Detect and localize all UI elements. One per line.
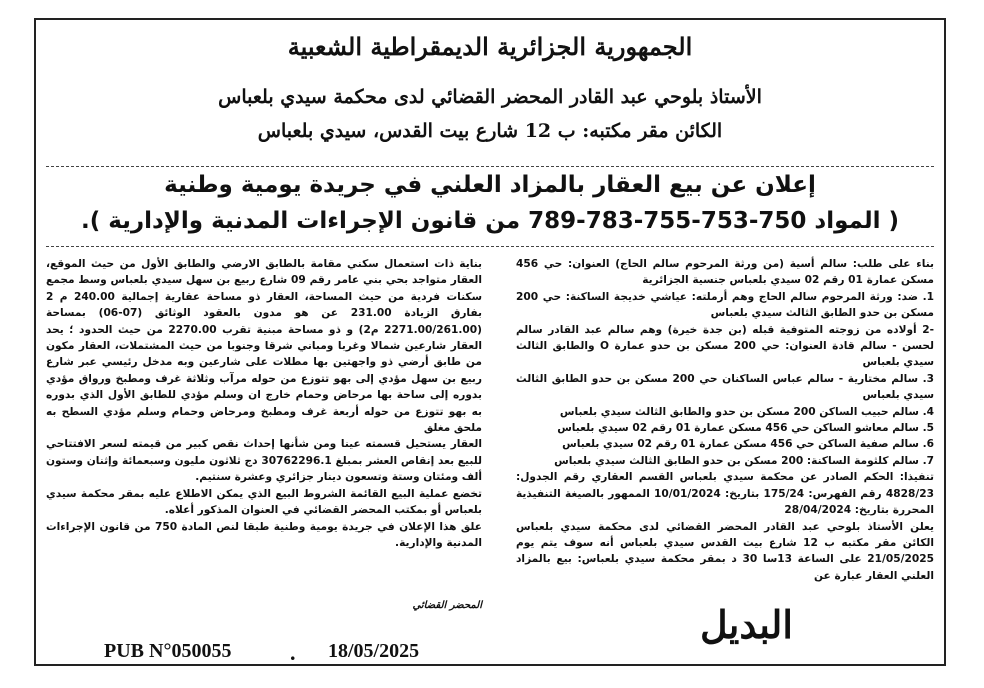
signature: المحضر القضائي bbox=[412, 600, 482, 611]
announcement-title: إعلان عن بيع العقار بالمزاد العلني في جريدة يومية وطنية bbox=[164, 172, 816, 198]
paragraph: 6. سالم صفية الساكن حي 456 مسكن عمارة 01 رقم 02 سيدي بلعباس bbox=[562, 438, 934, 451]
right-column bbox=[516, 256, 934, 584]
paragraph: -2 أولاده من زوجته المتوفية قبله (بن جدة خيرة) وهم سالم عبد القادر سالم لحسن - سالم قادة العنوان: حي 200 مسكن بن حدو عمارة O والطابق الثالث سيدي بلعباس bbox=[516, 323, 934, 369]
paragraph: تنفيذا: الحكم الصادر عن محكمة سيدي بلعباس القسم العقاري رقم الجدول: 4828/23 رقم الفهرس: 175/24 بتاريخ: 10/01/2024 الممهور بالصيغة التنفيذية المحررة بتاريخ: 28/04/2024 bbox=[516, 471, 934, 517]
republic-heading: الجمهورية الجزائرية الديمقراطية الشعبية bbox=[287, 32, 693, 61]
paragraph: بناية ذات استعمال سكني مقامة بالطابق الارضي والطابق الأول من حيث الموقع، العقار متواجد بحي بني عامر رقم 09 شارع ربيع بن سهل سيدي بلعباس وسط مجمع سكنات فردية من حيث المساحة، العقار ذو مساحة عقارية إجمالية 240.00 م 2 بفارق الزيادة 231.00 عن هو مدون بالعقود الوثائق (07-06) بمساحة (2271.00/261.00 م2) و ذو مساحة مبنية تقرب 2270.00 من حيث الحدود ؛ يحد العقار شارعين شمالا وغربا ومباني شرقا وجنوبا من حيث المشتملات، العقار مكون من طابق أرضي ذو واجهتين بها مطلات على شارعين وبه مدخل رئيسي عبر شارع ربيع بن سهل مؤدي إلى بهو تتوزع من حوله مرآب وثلاثة غرف ومطبخ ورواق مؤدي بدوره إلى ساحة بها مرحاض وحمام خارج ان وسلم مؤدي للطابق الأول الذي بدوره به بهو تتوزع من حوله أربعة غرف ومطبخ ومرحاض وحمام وسلم مؤدي السطح به ملحق مغلق bbox=[46, 258, 483, 435]
badil-label: البديل bbox=[700, 602, 793, 647]
publication-date: 18/05/2025 bbox=[328, 640, 420, 662]
divider bbox=[46, 166, 934, 167]
paragraph: 3. سالم مختارية - سالم عباس الساكنان حي 200 مسكن بن حدو الطابق الثالث سيدي بلعباس bbox=[516, 372, 934, 402]
announcement-frame bbox=[34, 18, 946, 666]
paragraph: يعلن الأستاذ بلوحي عبد القادر المحضر القضائي لدى محكمة سيدي بلعباس الكائن مقر مكتبه ب 12 شارع بيت القدس سيدي بلعباس أنه سوف يتم يوم 21/05/2025 على الساعة 13سا 30 د بمقر محكمة سيدي بلعباس: بيع بالمزاد العلني العقار عبارة عن bbox=[516, 520, 935, 582]
separator-dot: . bbox=[290, 640, 296, 665]
paragraph: 1. ضد: ورثة المرحوم سالم الحاج وهم أرملته: عياشي خديجة الساكنة: حي 200 مسكن بن حدو الطابق الثالث سيدي بلعباس bbox=[516, 290, 934, 320]
paragraph: بناء على طلب: سالم أسية (من ورثة المرحوم سالم الحاج) العنوان: حي 456 مسكن عمارة 01 رقم 02 سيدي بلعباس جنسية الجزائرية bbox=[516, 258, 934, 287]
divider bbox=[46, 246, 934, 247]
announcement-articles: ( المواد 750-753-755-783-789 من قانون الإجراءات المدنية والإدارية ). bbox=[80, 208, 899, 234]
paragraph: 7. سالم كلثومة الساكنة: 200 مسكن بن حدو الطابق الثالث سيدي بلعباس bbox=[554, 454, 934, 467]
paragraph: 5. سالم معاشو الساكن حي 456 مسكن عمارة 01 رقم 02 سيدي بلعباس bbox=[557, 422, 934, 435]
paragraph: تخضع عملية البيع القائمة الشروط البيع الذي يمكن الاطلاع عليه بمقر محكمة سيدي بلعباس أو بمكتب المحضر القضائي في العنوان المذكور أعلاه. bbox=[46, 487, 482, 517]
paragraph: 4. سالم حبيب الساكن 200 مسكن بن حدو والطابق الثالث سيدي بلعباس bbox=[559, 405, 934, 418]
paragraph: العقار يستحيل قسمته عينا ومن شأنها إحداث نقص كبير من قيمته لسعر الافتتاحي للبيع بعد إنقاص العشر بمبلغ 30762296.1 دج ثلاثون مليون وسبعمائة وإثنان وستون ألف ومئتان وستة وتسعون دينار جزائري وعشرة سنتيم. bbox=[46, 438, 482, 484]
office-address: الكائن مقر مكتبه: ب 12 شارع بيت القدس، سيدي بلعباس bbox=[257, 120, 723, 142]
bailiff-name: الأستاذ بلوحي عبد القادر المحضر القضائي لدى محكمة سيدي بلعباس bbox=[218, 86, 762, 108]
paragraph: علق هذا الإعلان في جريدة يومية وطنية طبقا لنص المادة 750 من قانون الإجراءات المدنية والإدارية. bbox=[46, 520, 482, 549]
pub-number: PUB N°050055 bbox=[104, 640, 232, 662]
left-column bbox=[46, 256, 482, 551]
